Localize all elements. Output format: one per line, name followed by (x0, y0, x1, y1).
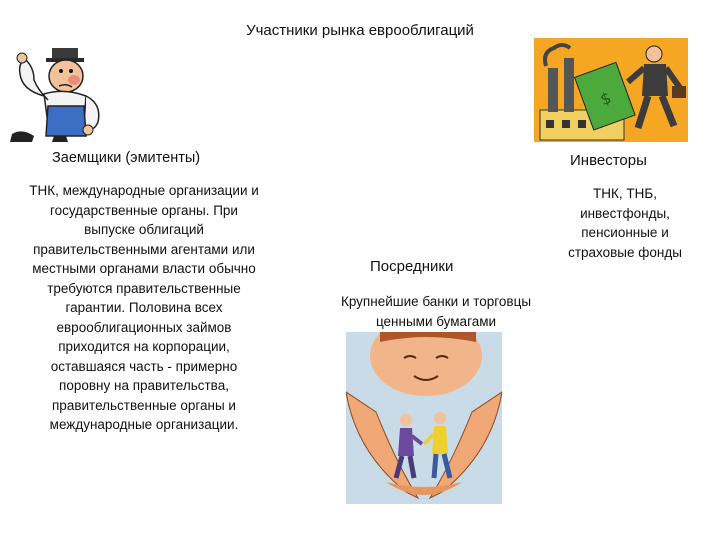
text-line: международные организации. (49, 417, 239, 432)
text-line: инвестфонды, (580, 205, 670, 221)
borrowers-heading: Заемщики (эмитенты) (52, 150, 201, 166)
businessman-with-money-icon (534, 38, 688, 142)
page-title: Участники рынка еврооблигаций (246, 22, 474, 39)
cartoon-man-icon (4, 44, 116, 144)
text-line: Крупнейшие банки и торговцы (340, 294, 532, 309)
text-line: ТНК, международные организации и (29, 183, 259, 198)
text-line: выпуске облигаций (84, 222, 204, 237)
text-line: поровну на правительства, (59, 378, 229, 393)
investors-heading: Инвесторы (570, 152, 647, 169)
text-line: еврооблигационных займов (56, 319, 232, 335)
text-line: правительственными агентами или (33, 241, 255, 257)
text-line: правительственные органы и (52, 397, 236, 413)
text-line: оставшаяся часть - примерно (50, 358, 238, 374)
svg-text:$: $ (597, 87, 614, 110)
hands-holding-people-icon (346, 332, 502, 504)
text-line: государственные органы. При (50, 202, 238, 218)
borrowers-description (4, 181, 284, 435)
text-line: ТНК, ТНБ, (593, 186, 657, 201)
text-line: ценными бумагами (375, 313, 497, 329)
text-line: страховые фонды (568, 244, 682, 260)
intermediaries-description (318, 292, 554, 331)
text-line: пенсионные и (581, 225, 669, 240)
text-line: местными органами власти обычно (32, 261, 256, 276)
text-line: требуются правительственные (47, 280, 241, 296)
text-line: гарантии. Половина всех (65, 300, 223, 315)
investors-description (554, 184, 696, 262)
text-line: приходится на корпорации, (58, 339, 230, 354)
intermediaries-heading: Посредники (370, 258, 454, 275)
